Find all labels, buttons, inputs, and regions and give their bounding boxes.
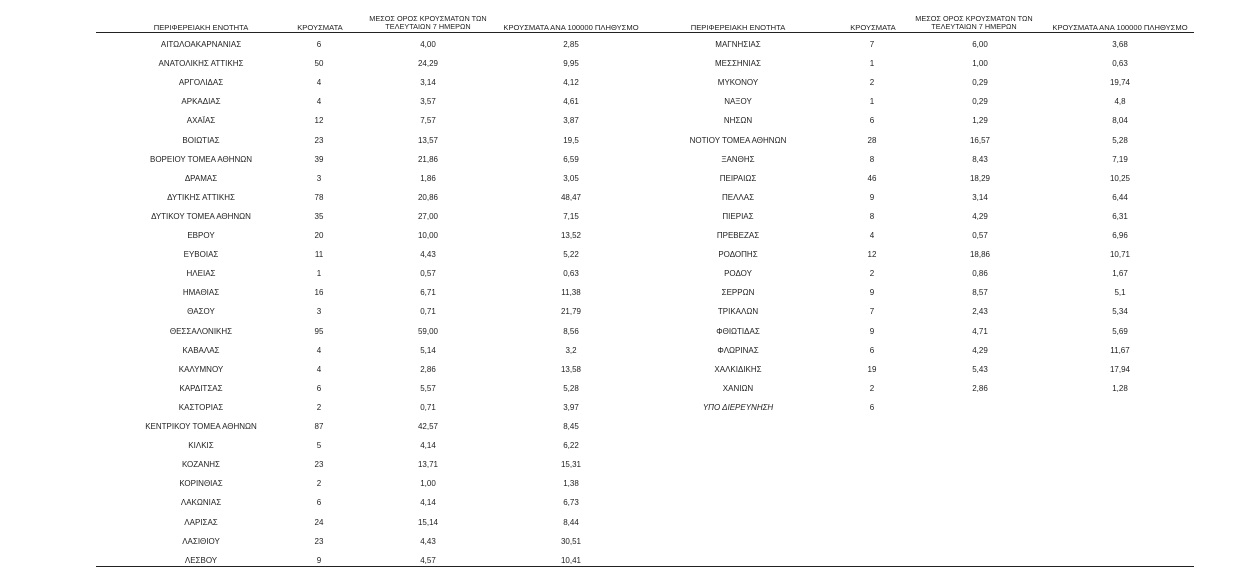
cell-per100k: 19,5 [563, 135, 579, 145]
cell-avg: 1,86 [420, 173, 436, 183]
cell-avg: 0,71 [420, 307, 436, 317]
cell-avg: 0,86 [972, 269, 988, 279]
header-rule [96, 32, 1194, 33]
cell-avg: 4,14 [420, 441, 436, 451]
cell-region: ΚΑΡΔΙΤΣΑΣ [179, 383, 223, 393]
cell-cases: 7 [869, 40, 875, 49]
table-row [0, 151, 1249, 170]
cell-per100k: 1,28 [1112, 383, 1128, 393]
left-header-per100k: ΚΡΟΥΣΜΑΤΑ ΑΝΑ 100000 ΠΛΗΘΥΣΜΟ [503, 23, 639, 32]
cell-cases: 6 [316, 40, 322, 49]
cell-per100k: 1,38 [563, 479, 579, 489]
cell-region: ΒΟΡΕΙΟΥ ΤΟΜΕΑ ΑΘΗΝΩΝ [149, 154, 253, 164]
cell-avg: 18,86 [969, 250, 991, 260]
cell-cases: 1 [316, 269, 322, 279]
table-row [0, 189, 1249, 208]
cell-per100k: 5,34 [1112, 307, 1128, 317]
cell-cases: 87 [314, 422, 324, 431]
cell-avg: 6,00 [972, 40, 988, 49]
table-row [0, 132, 1249, 151]
cell-per100k: 11,38 [561, 288, 581, 298]
cell-per100k: 5,69 [1112, 326, 1128, 336]
cell-region: ΘΑΣΟΥ [187, 307, 215, 317]
cell-avg: 59,00 [417, 326, 439, 336]
cell-avg: 3,14 [420, 78, 436, 88]
cell-per100k: 6,22 [563, 441, 579, 451]
cell-per100k: 21,79 [560, 307, 582, 317]
left-header-cases: ΚΡΟΥΣΜΑΤΑ [297, 23, 343, 32]
cell-cases: 39 [314, 154, 324, 164]
cell-cases: 78 [314, 192, 324, 202]
table-row [0, 246, 1249, 265]
table-row [0, 284, 1249, 303]
table-row [0, 399, 1249, 418]
cell-cases: 4 [316, 97, 322, 107]
cell-region: ΚΑΛΥΜΝΟΥ [178, 364, 224, 374]
cell-cases: 24 [314, 517, 324, 527]
cell-region: ΝΗΣΩΝ [723, 116, 753, 126]
table-row [0, 494, 1249, 513]
cell-region: ΘΕΣΣΑΛΟΝΙΚΗΣ [169, 326, 233, 336]
table-row [0, 208, 1249, 227]
cell-cases: 2 [316, 479, 322, 489]
cell-avg: 13,71 [417, 460, 439, 470]
cell-cases: 4 [869, 231, 875, 240]
cell-region: ΠΕΛΛΑΣ [721, 192, 755, 202]
cell-region: ΠΡΕΒΕΖΑΣ [716, 231, 760, 240]
table-row [0, 112, 1249, 131]
cell-per100k: 13,52 [560, 231, 582, 240]
cell-region: ΜΑΓΝΗΣΙΑΣ [715, 40, 761, 49]
cell-cases: 4 [316, 78, 322, 88]
cell-cases: 28 [867, 135, 877, 145]
cell-per100k: 17,94 [1109, 364, 1131, 374]
cell-cases: 1 [869, 97, 875, 107]
cell-region: ΔΥΤΙΚΟΥ ΤΟΜΕΑ ΑΘΗΝΩΝ [151, 211, 251, 221]
cell-per100k: 30,51 [560, 536, 582, 546]
cell-per100k: 4,8 [1114, 97, 1126, 107]
cell-avg: 24,29 [417, 59, 439, 69]
cell-cases: 16 [314, 288, 324, 298]
cell-region: ΛΑΚΩΝΙΑΣ [180, 498, 222, 508]
cell-region: ΦΛΩΡΙΝΑΣ [717, 345, 759, 355]
cell-per100k: 8,56 [563, 326, 579, 336]
table-row [0, 265, 1249, 284]
cell-region: ΚΑΣΤΟΡΙΑΣ [178, 402, 224, 412]
cell-per100k: 11,67 [1110, 345, 1130, 355]
table-row [0, 437, 1249, 456]
cell-avg: 10,00 [417, 231, 439, 240]
cell-avg: 4,57 [420, 555, 436, 565]
cell-region: ΧΑΝΙΩΝ [722, 383, 754, 393]
cell-region: ΛΑΡΙΣΑΣ [184, 517, 218, 527]
cell-avg: 15,14 [417, 517, 439, 527]
cell-cases: 12 [314, 116, 324, 126]
cell-avg: 18,29 [969, 173, 991, 183]
table-row [0, 36, 1249, 55]
cell-region: ΕΥΒΟΙΑΣ [183, 250, 219, 260]
cell-cases: 1 [869, 59, 875, 69]
table-row [0, 456, 1249, 475]
cell-region: ΑΡΚΑΔΙΑΣ [181, 97, 221, 107]
cell-avg: 4,71 [972, 326, 988, 336]
cell-per100k: 2,85 [563, 40, 579, 49]
table-row [0, 55, 1249, 74]
cell-cases: 9 [316, 555, 322, 565]
table-row [0, 380, 1249, 399]
cell-per100k: 15,31 [560, 460, 582, 470]
cell-region: ΔΡΑΜΑΣ [184, 173, 218, 183]
cell-cases: 9 [869, 288, 875, 298]
cell-region: ΛΕΣΒΟΥ [184, 555, 218, 565]
cell-per100k: 3,2 [565, 345, 577, 355]
table-row [0, 475, 1249, 494]
cell-avg: 7,57 [420, 116, 436, 126]
cell-region: ΒΟΙΩΤΙΑΣ [182, 135, 220, 145]
cell-cases: 2 [869, 269, 875, 279]
cell-region: ΑΝΑΤΟΛΙΚΗΣ ΑΤΤΙΚΗΣ [158, 59, 244, 69]
table-row [0, 303, 1249, 322]
table-row [0, 227, 1249, 246]
cell-avg: 4,43 [420, 250, 436, 260]
cell-cases: 6 [869, 402, 875, 412]
cell-cases: 3 [316, 173, 322, 183]
cell-per100k: 3,68 [1112, 40, 1128, 49]
cell-per100k: 0,63 [1112, 59, 1128, 69]
cell-region: ΑΙΤΩΛΟΑΚΑΡΝΑΝΙΑΣ [160, 40, 242, 49]
cell-avg: 3,57 [420, 97, 436, 107]
cell-avg: 27,00 [417, 211, 439, 221]
cell-avg: 3,14 [972, 192, 988, 202]
cell-per100k: 3,87 [563, 116, 579, 126]
cell-per100k: 7,15 [563, 211, 579, 221]
cell-per100k: 5,28 [1112, 135, 1128, 145]
cell-region: ΠΕΙΡΑΙΩΣ [719, 173, 757, 183]
cell-avg: 21,86 [417, 154, 439, 164]
table-row [0, 418, 1249, 437]
cell-cases: 4 [316, 364, 322, 374]
table-row [0, 342, 1249, 361]
cell-per100k: 4,12 [563, 78, 579, 88]
cell-avg: 0,29 [972, 78, 988, 88]
cell-per100k: 4,61 [563, 97, 579, 107]
cell-per100k: 6,31 [1112, 211, 1128, 221]
cell-avg: 8,43 [972, 154, 988, 164]
cell-per100k: 10,41 [560, 555, 582, 565]
cell-avg: 5,43 [972, 364, 988, 374]
cell-per100k: 1,67 [1112, 269, 1128, 279]
right-header-cases: ΚΡΟΥΣΜΑΤΑ [850, 23, 896, 32]
cell-per100k: 13,58 [560, 364, 582, 374]
cell-region: ΚΟΡΙΝΘΙΑΣ [179, 479, 223, 489]
cell-avg: 42,57 [417, 422, 439, 431]
cell-region: ΝΟΤΙΟΥ ΤΟΜΕΑ ΑΘΗΝΩΝ [689, 135, 787, 145]
left-header-avg-line2: ΤΕΛΕΥΤΑΙΩΝ 7 ΗΜΕΡΩΝ [385, 22, 471, 31]
cell-cases: 20 [314, 231, 324, 240]
right-header-per100k: ΚΡΟΥΣΜΑΤΑ ΑΝΑ 100000 ΠΛΗΘΥΣΜΟ [1052, 23, 1188, 32]
left-header-region: ΠΕΡΙΦΕΡΕΙΑΚΗ ΕΝΟΤΗΤΑ [153, 23, 249, 32]
cell-avg: 5,57 [420, 383, 436, 393]
cell-region: ΑΡΓΟΛΙΔΑΣ [178, 78, 224, 88]
cell-region: ΦΘΙΩΤΙΔΑΣ [716, 326, 760, 336]
cell-avg: 6,71 [420, 288, 436, 298]
cell-avg: 8,57 [972, 288, 988, 298]
cell-per100k: 3,97 [563, 402, 579, 412]
cell-per100k: 19,74 [1109, 78, 1131, 88]
table-row [0, 74, 1249, 93]
cell-cases: 6 [316, 383, 322, 393]
cell-region: ΛΑΣΙΘΙΟΥ [182, 536, 220, 546]
cell-cases: 6 [869, 116, 875, 126]
table-row [0, 170, 1249, 189]
left-header-avg-line1: ΜΕΣΟΣ ΟΡΟΣ ΚΡΟΥΣΜΑΤΩΝ ΤΩΝ [369, 14, 487, 23]
left-header-avg [366, 14, 490, 32]
cell-cases: 6 [316, 498, 322, 508]
cell-cases: 46 [867, 173, 877, 183]
cell-avg: 1,29 [972, 116, 988, 126]
cell-cases: 23 [314, 135, 324, 145]
cell-avg: 13,57 [417, 135, 439, 145]
cell-per100k: 10,71 [1109, 250, 1131, 260]
right-header-avg [912, 14, 1036, 32]
cell-cases: 50 [314, 59, 324, 69]
right-header-region: ΠΕΡΙΦΕΡΕΙΑΚΗ ΕΝΟΤΗΤΑ [690, 23, 786, 32]
cell-avg: 5,14 [420, 345, 436, 355]
cell-cases: 35 [314, 211, 324, 221]
cell-region: ΔΥΤΙΚΗΣ ΑΤΤΙΚΗΣ [167, 192, 235, 202]
cell-avg: 1,00 [420, 479, 436, 489]
cell-avg: 1,00 [972, 59, 988, 69]
cell-cases: 9 [869, 192, 875, 202]
cell-per100k: 5,28 [563, 383, 579, 393]
cell-per100k: 3,05 [563, 173, 579, 183]
cell-region: ΣΕΡΡΩΝ [721, 288, 755, 298]
cell-cases: 8 [869, 154, 875, 164]
cell-cases: 2 [869, 78, 875, 88]
cell-per100k: 0,63 [563, 269, 579, 279]
cell-per100k: 5,22 [563, 250, 579, 260]
table-row [0, 552, 1249, 571]
cell-region: ΜΥΚΟΝΟΥ [717, 78, 759, 88]
cell-region: ΡΟΔΟΠΗΣ [718, 250, 758, 260]
table-row [0, 93, 1249, 112]
cell-region: ΠΙΕΡΙΑΣ [722, 211, 754, 221]
cell-cases: 23 [314, 460, 324, 470]
cell-per100k: 48,47 [560, 192, 582, 202]
cell-cases: 2 [316, 402, 322, 412]
cell-avg: 2,43 [972, 307, 988, 317]
right-header-avg-line1: ΜΕΣΟΣ ΟΡΟΣ ΚΡΟΥΣΜΑΤΩΝ ΤΩΝ [915, 14, 1033, 23]
table-row [0, 323, 1249, 342]
cell-region: ΡΟΔΟΥ [724, 269, 752, 279]
cell-cases: 7 [869, 307, 875, 317]
cell-per100k: 6,96 [1112, 231, 1128, 240]
cell-avg: 0,57 [972, 231, 988, 240]
cell-avg: 4,29 [972, 211, 988, 221]
cell-region: ΥΠΟ ΔΙΕΡΕΥΝΗΣΗ [702, 402, 774, 412]
cell-region: ΜΕΣΣΗΝΙΑΣ [715, 59, 761, 69]
cell-cases: 6 [869, 345, 875, 355]
cell-cases: 2 [869, 383, 875, 393]
cell-avg: 0,71 [420, 402, 436, 412]
cell-avg: 20,86 [417, 192, 439, 202]
cell-cases: 11 [314, 250, 324, 260]
cell-region: ΧΑΛΚΙΔΙΚΗΣ [714, 364, 762, 374]
cell-per100k: 6,59 [563, 154, 579, 164]
cell-cases: 8 [869, 211, 875, 221]
cell-per100k: 8,45 [563, 422, 579, 431]
cell-per100k: 6,44 [1112, 192, 1128, 202]
cell-avg: 0,29 [972, 97, 988, 107]
table-row [0, 361, 1249, 380]
cell-per100k: 5,1 [1114, 288, 1126, 298]
cell-cases: 9 [869, 326, 875, 336]
cell-avg: 16,57 [969, 135, 991, 145]
cell-avg: 4,00 [420, 40, 436, 49]
cell-avg: 2,86 [972, 383, 988, 393]
cell-avg: 4,29 [972, 345, 988, 355]
cell-region: ΗΜΑΘΙΑΣ [182, 288, 220, 298]
cell-cases: 4 [316, 345, 322, 355]
cell-region: ΗΛΕΙΑΣ [186, 269, 216, 279]
cell-avg: 0,57 [420, 269, 436, 279]
cell-region: ΝΑΞΟΥ [724, 97, 752, 107]
cell-cases: 95 [314, 326, 324, 336]
cell-avg: 4,14 [420, 498, 436, 508]
right-header-avg-line2: ΤΕΛΕΥΤΑΙΩΝ 7 ΗΜΕΡΩΝ [931, 22, 1017, 31]
cell-per100k: 6,73 [563, 498, 579, 508]
cell-cases: 5 [316, 441, 322, 451]
cell-region: ΚΙΛΚΙΣ [188, 441, 214, 451]
cell-per100k: 10,25 [1109, 173, 1131, 183]
cell-per100k: 8,44 [563, 517, 579, 527]
cell-per100k: 8,04 [1112, 116, 1128, 126]
cell-cases: 3 [316, 307, 322, 317]
cell-region: ΤΡΙΚΑΛΩΝ [717, 307, 759, 317]
cell-region: ΑΧΑΪΑΣ [186, 116, 216, 126]
cell-cases: 19 [867, 364, 877, 374]
cell-region: ΕΒΡΟΥ [187, 231, 215, 240]
cell-region: ΚΑΒΑΛΑΣ [182, 345, 220, 355]
table-row [0, 514, 1249, 533]
cell-region: ΞΑΝΘΗΣ [721, 154, 755, 164]
cell-per100k: 9,95 [563, 59, 579, 69]
cell-region: ΚΟΖΑΝΗΣ [181, 460, 221, 470]
cell-avg: 4,43 [420, 536, 436, 546]
cell-avg: 2,86 [420, 364, 436, 374]
cell-cases: 12 [867, 250, 877, 260]
cell-cases: 23 [314, 536, 324, 546]
cell-per100k: 7,19 [1112, 154, 1128, 164]
table-row [0, 533, 1249, 552]
cell-region: ΚΕΝΤΡΙΚΟΥ ΤΟΜΕΑ ΑΘΗΝΩΝ [145, 422, 257, 431]
